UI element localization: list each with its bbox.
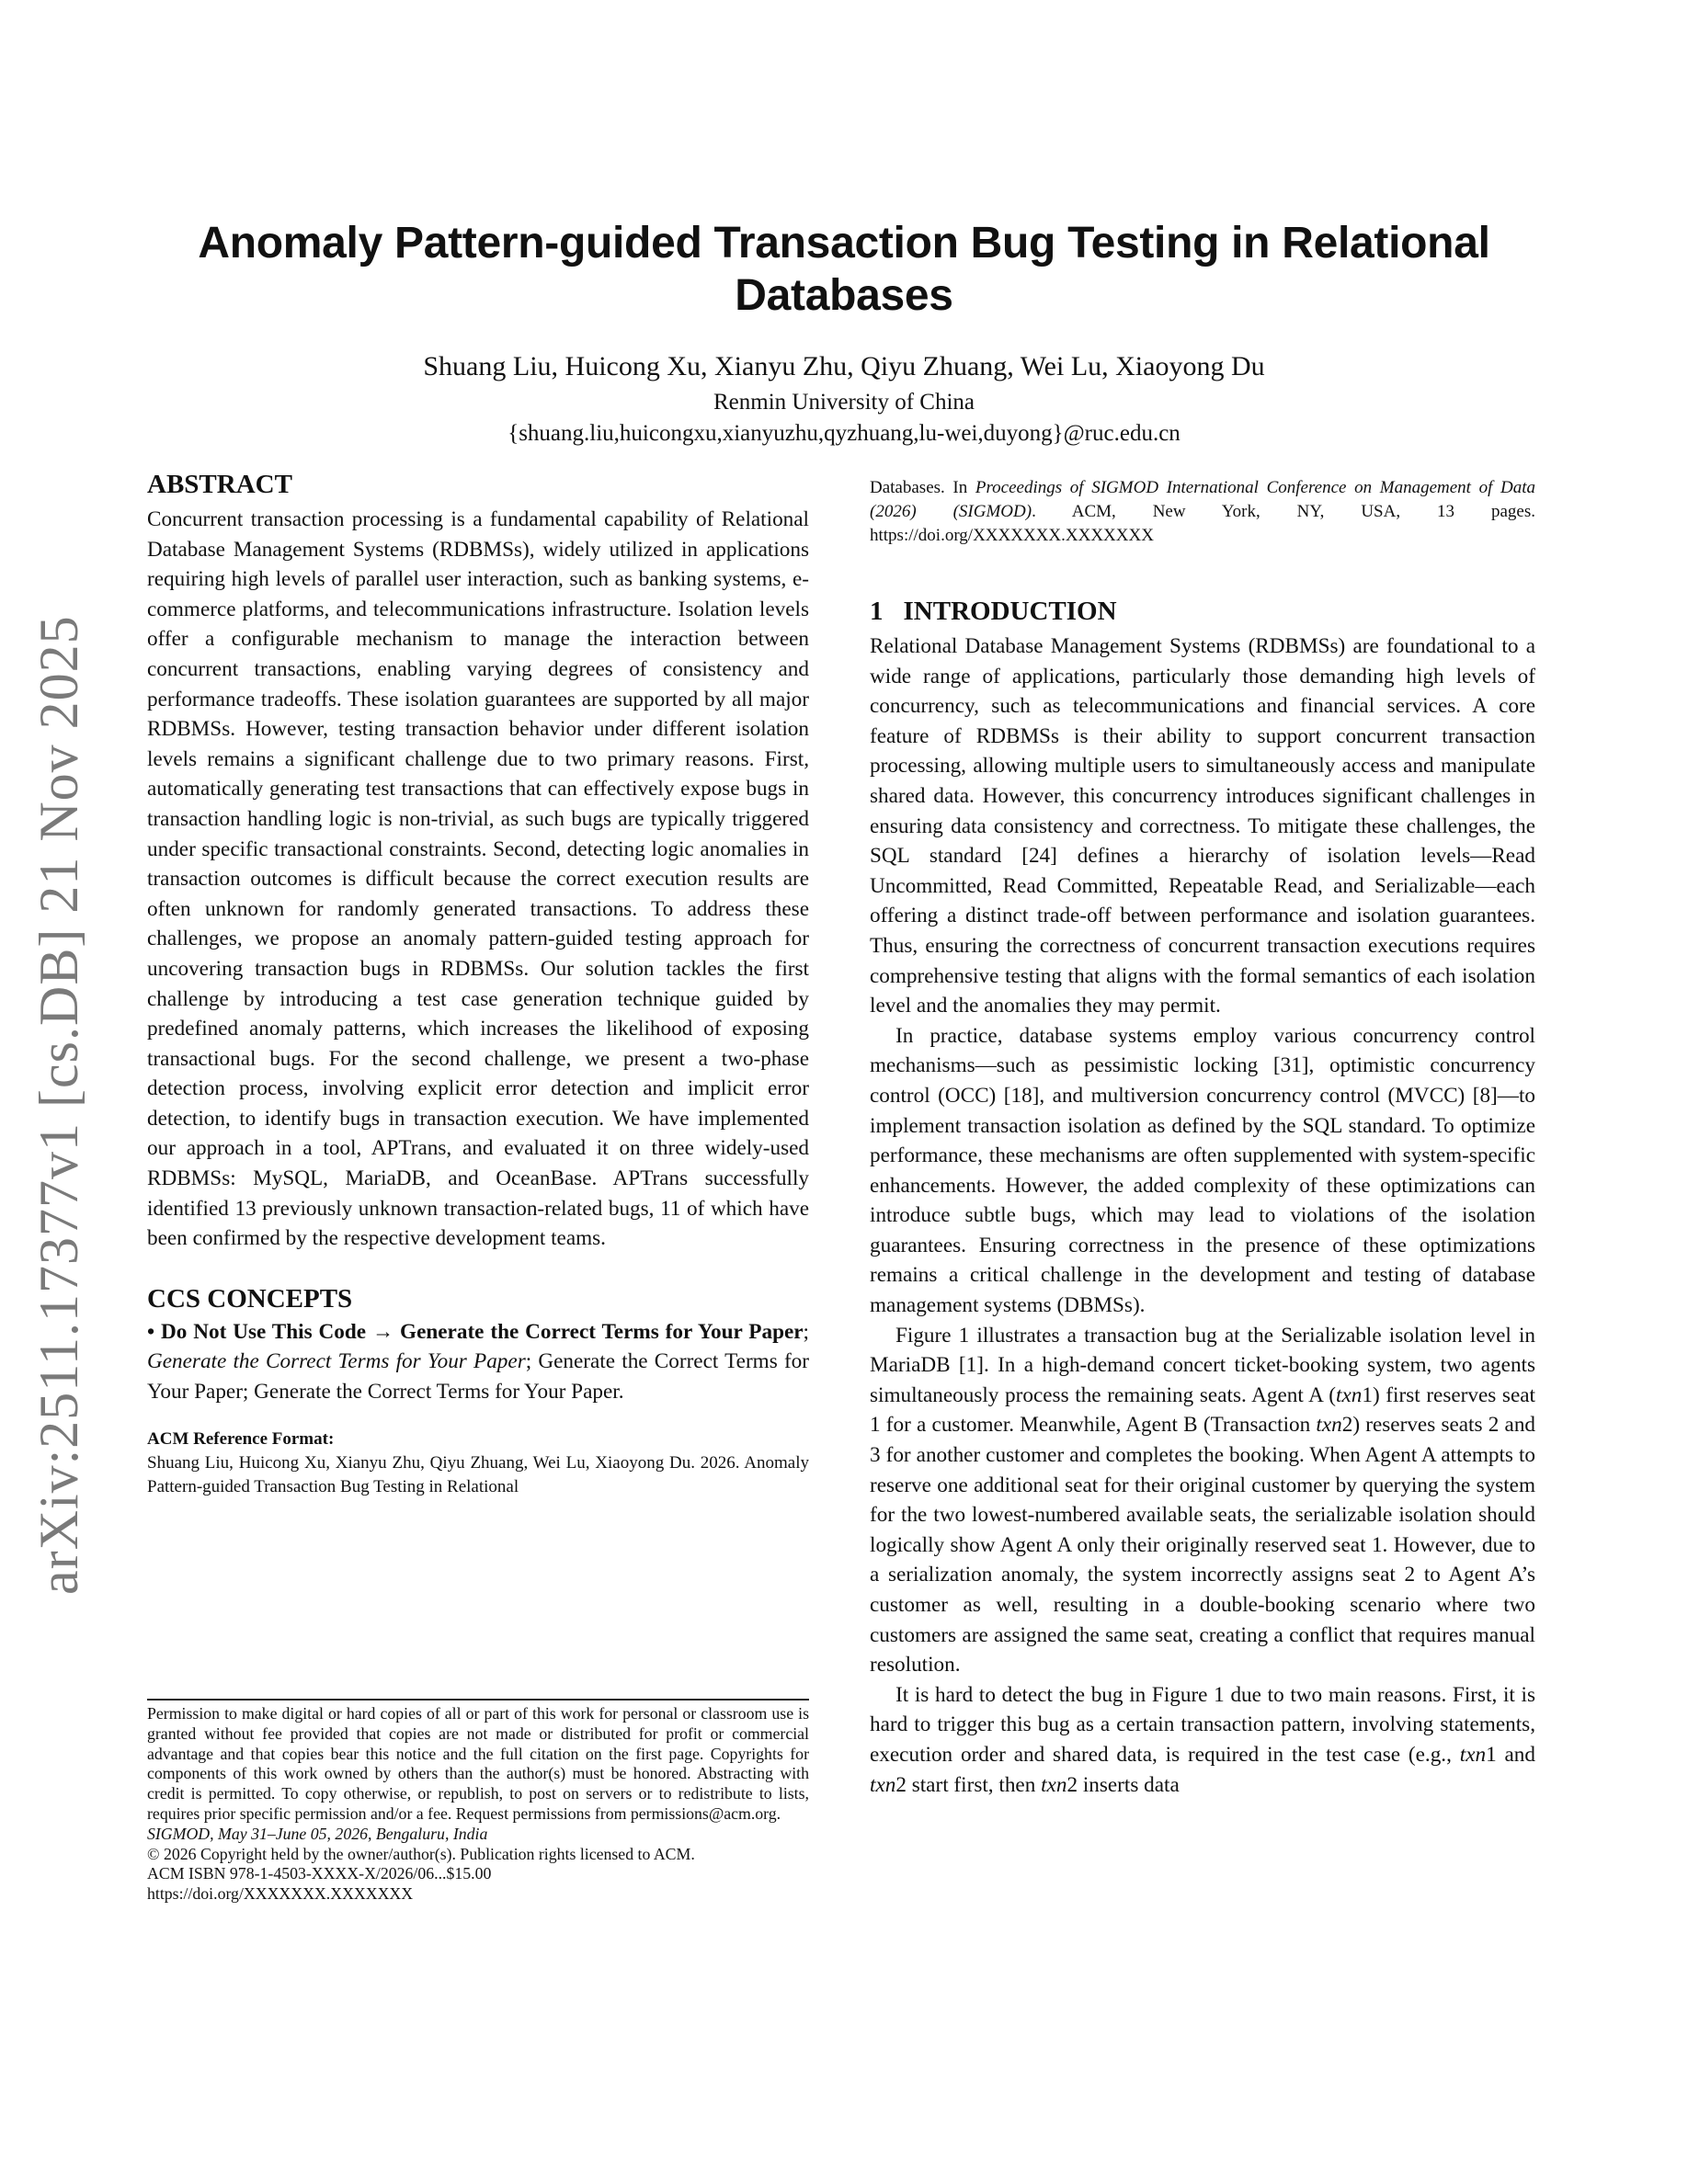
arxiv-stamp: arXiv:2511.17377v1 [cs.DB] 21 Nov 2025 xyxy=(29,615,89,1595)
ccs-heading: CCS CONCEPTS xyxy=(147,1283,353,1314)
p4-text-d: 2 inserts data xyxy=(1066,1772,1180,1797)
abstract-text: Concurrent transaction processing is a fundamental capability of Relational Database Management Systems (RDBMSs), widely utilized in applications requiring high levels of parallel user interaction, such as banking systems, e-commerce platforms, and telecommunications infrastructure. Isolation levels offer a configurable mechanism to manage the interaction between concurrent transactions, enabling varying degrees of consistency and performance tradeoffs. These isolation guarantees are supported by all major RDBMSs. However, testing transaction behavior under different isolation levels remains a significant challenge due to two primary reasons. First, automatically generating test transactions that can effectively expose bugs in transaction handling logic is non-trivial, as such bugs are typically triggered under specific transactional constraints. Second, detecting logic anomalies in transaction outcomes is difficult because the correct execution results are often unknown for randomly generated transactions. To address these challenges, we propose an anomaly pattern-guided testing approach for uncovering transaction bugs in RDBMSs. Our solution tackles the first challenge by introducing a test case generation technique guided by predefined anomaly patterns, which increases the likelihood of exposing transactional bugs. For the second challenge, we present a two-phase detection process, involving explicit error detection and implicit error detection, to identify bugs in transaction execution. We have implemented our approach in a tool, APTrans, and evaluated it on three widely-used RDBMSs: MySQL, MariaDB, and OceanBase. APTrans successfully identified 13 previously unknown transaction-related bugs, 11 of which have been confirmed by the respective development teams. xyxy=(147,507,809,1251)
p3-text-c: 2) reserves seats 2 and 3 for another customer and completes the booking. When Agent A attempts to reserve one additional seat for their original customer by querying the system for the two lowest-numbered available seats, the serializable isolation should logically show Agent A only their originally reserved seat 1. However, due to a serialization anomaly, the system incorrectly assigns seat 2 to Agent A’s customer as well, resulting in a double-booking scenario where two customers are assigned the same seat, creating a conflict that requires manual resolution. xyxy=(870,1413,1536,1678)
introduction-heading xyxy=(870,596,1535,627)
ref-start: Databases. In xyxy=(870,478,975,497)
affiliation: Renmin University of China xyxy=(713,390,975,415)
intro-paragraph-2: In practice, database systems employ various concurrency control mechanisms—such as pessimistic locking [31], optimistic concurrency control (OCC) [18], and multiversion concurrency control (MVCC) [8]—to implement transaction isolation as defined by the SQL standard. To optimize performance, these mechanisms are often supplemented with system-specific enhancements. However, the added complexity of these optimizations can introduce subtle bugs, which may lead to violations of the isolation guarantees. Ensuring correctness in the presence of these optimizations remains a critical challenge in the development and testing of database management systems (DBMSs). xyxy=(870,1023,1535,1318)
ref-proceedings: Proceedings of SIGMOD International Conference on Management of Data (2026) (SIGMOD) xyxy=(870,478,1535,521)
intro-paragraph-4 xyxy=(870,1680,1535,1800)
intro-paragraph-3 xyxy=(870,1321,1535,1680)
ccs-italic-term: Generate the Correct Terms for Your Paper xyxy=(147,1349,526,1374)
p3-text-b: 1) first reserves seat 1 for a customer. Meanwhile, Agent B (Transaction xyxy=(870,1382,1535,1438)
section-number: 1 xyxy=(870,597,884,626)
txn1-var: txn xyxy=(1336,1382,1363,1407)
ccs-bold-term: Do Not Use This Code → Generate the Correct Terms for Your Paper xyxy=(161,1319,804,1344)
txn2-var: txn xyxy=(1316,1413,1342,1438)
author-emails: {shuang.liu,huicongxu,xianyuzhu,qyzhuang,lu-wei,duyong}@ruc.edu.cn xyxy=(508,421,1180,446)
isbn-line: ACM ISBN 978-1-4503-XXXX-X/2026/06...$15.00 xyxy=(147,1864,492,1883)
copyright-line: © 2026 Copyright held by the owner/author(s). Publication rights licensed to ACM. xyxy=(147,1844,695,1863)
txn2-var: txn xyxy=(1041,1772,1067,1797)
acm-reference-heading: ACM Reference Format: xyxy=(147,1428,335,1449)
section-title: INTRODUCTION xyxy=(903,597,1117,626)
doi-link[interactable]: https://doi.org/XXXXXXX.XXXXXXX xyxy=(147,1884,414,1904)
author-list: Shuang Liu, Huicong Xu, Xianyu Zhu, Qiyu Zhuang, Wei Lu, Xiaoyong Du xyxy=(423,351,1265,381)
ccs-bullet: • xyxy=(147,1319,155,1344)
conference-info: SIGMOD, May 31–June 05, 2026, Bengaluru, India xyxy=(147,1824,488,1843)
left-column xyxy=(147,469,809,1499)
txn1-var: txn xyxy=(1459,1742,1487,1767)
p4-text-b: 1 and xyxy=(1486,1742,1535,1767)
p4-text-c: 2 start first, then xyxy=(895,1772,1042,1797)
acm-reference-continued xyxy=(870,476,1535,548)
permission-notice: Permission to make digital or hard copies of all or part of this work for personal or classroom use is granted without fee provided that copies are not made or distributed for profit or commercial advantage and that copies bear this notice and the full citation on the first page. Copyrights for components of this work owned by others than the author(s) must be honored. Abstracting with credit is permitted. To copy otherwise, or republish, to post on servers or to redistribute to lists, requires prior specific permission and/or a fee. Request permissions from permissions@acm.org. xyxy=(147,1704,809,1823)
title-line-1: Anomaly Pattern-guided Transaction Bug Testing in Relational xyxy=(198,219,1490,267)
ccs-separator: ; xyxy=(803,1319,809,1344)
txn2-var: txn xyxy=(870,1772,896,1797)
ccs-rest: ; Generate the Correct Terms for Your Paper; Generate the Correct Terms for Your Paper. xyxy=(147,1349,809,1405)
footnote-divider xyxy=(147,1699,809,1701)
p3-text-a: Figure 1 illustrates a transaction bug at the Serializable isolation level in MariaDB [1]. In a high-demand concert ticket-booking system, two agents simultaneously process the remaining seats. Agent A ( xyxy=(870,1323,1535,1407)
right-column xyxy=(870,476,1535,1800)
acm-reference-text: Shuang Liu, Huicong Xu, Xianyu Zhu, Qiyu Zhuang, Wei Lu, Xiaoyong Du. 2026. Anomaly Pattern-guided Transaction Bug Testing in Relational xyxy=(147,1452,809,1496)
intro-paragraph-1: Relational Database Management Systems (RDBMSs) are foundational to a wide range of applications, particularly those demanding high levels of concurrency, such as telecommunications and financial services. A core feature of RDBMSs is their ability to support concurrent transaction processing, allowing multiple users to simultaneously access and manipulate shared data. However, this concurrency introduces significant challenges in ensuring data consistency and correctness. To mitigate these challenges, the SQL standard [24] defines a hierarchy of isolation levels—Read Uncommitted, Read Committed, Repeatable Read, and Serializable—each offering a distinct trade-off between performance and isolation guarantees. Thus, ensuring the correctness of concurrent transaction executions requires comprehensive testing that aligns with the formal semantics of each isolation level and the anomalies they may permit. xyxy=(870,634,1535,1018)
copyright-footnote xyxy=(147,1704,809,1905)
p4-text-a: It is hard to detect the bug in Figure 1 due to two main reasons. First, it is hard to trigger this bug as a certain transaction pattern, involving statements, execution order and shared data, is required in the test case (e.g., xyxy=(870,1682,1535,1767)
paper-title xyxy=(92,217,1596,322)
title-line-2: Databases xyxy=(735,271,953,320)
ccs-concepts xyxy=(147,1317,809,1407)
abstract-heading: ABSTRACT xyxy=(147,470,292,499)
ref-end[interactable]: . ACM, New York, NY, USA, 13 pages. https://doi.org/XXXXXXX.XXXXXXX xyxy=(870,502,1535,545)
